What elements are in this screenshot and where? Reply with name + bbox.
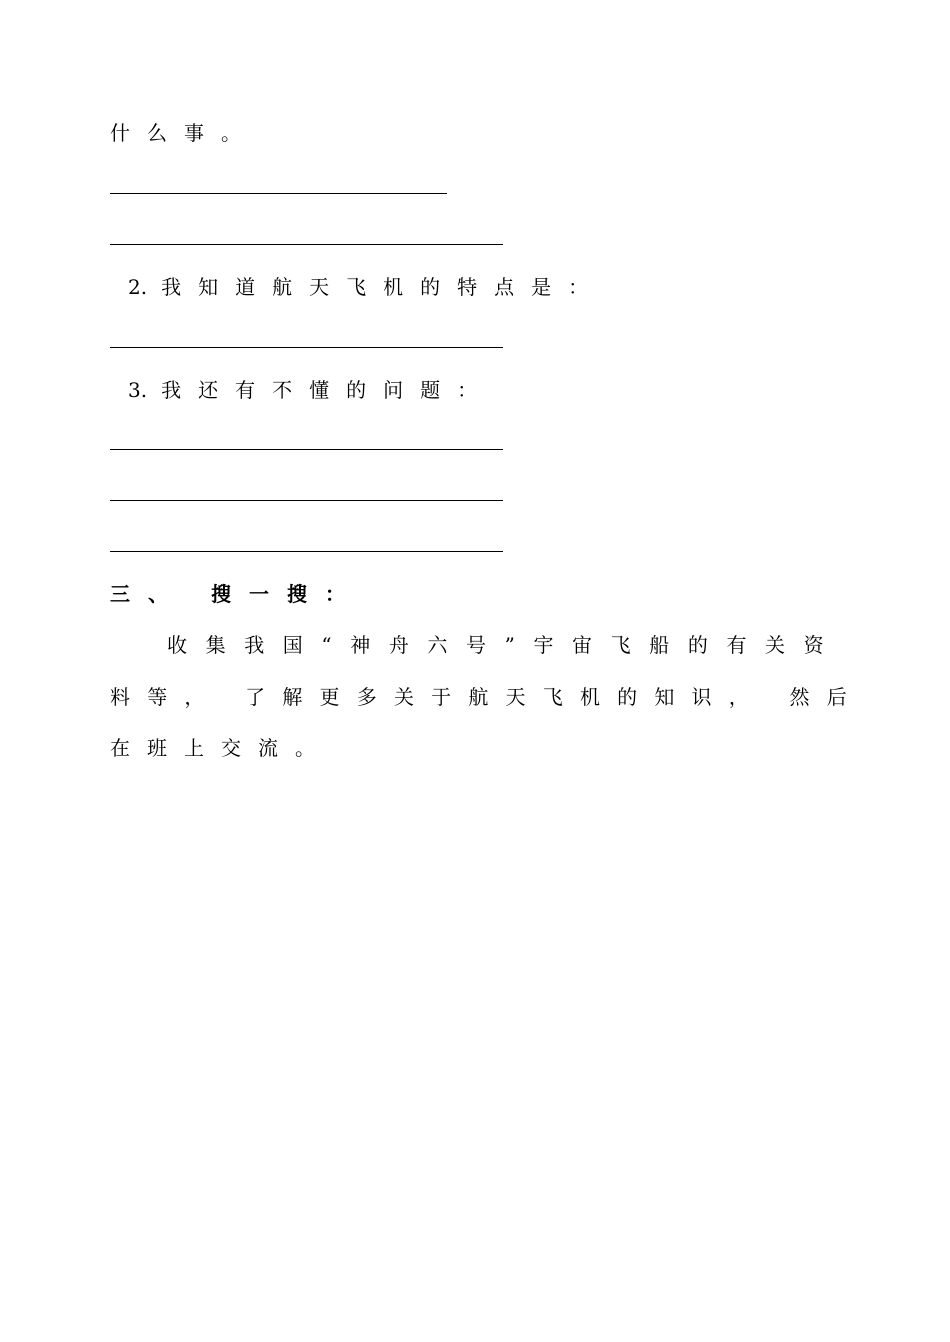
question-3	[128, 378, 494, 402]
paragraph-line: 收集我国“神舟六号”宇宙飞船的有关资	[167, 633, 843, 657]
answer-line	[110, 244, 503, 245]
paragraph-line: 在班上交流。	[110, 736, 332, 760]
question-text: 我知道航天飞机的特点是：	[161, 275, 606, 299]
question-number: 2.	[128, 275, 148, 299]
answer-line	[110, 449, 503, 450]
answer-line	[110, 551, 503, 552]
answer-line	[110, 500, 503, 501]
question-1-continuation: 什么事。	[110, 121, 258, 145]
answer-line	[110, 193, 447, 194]
answer-line	[110, 347, 503, 348]
section-heading: 三、 搜一搜：	[110, 582, 363, 606]
question-text: 我还有不懂的问题：	[161, 378, 495, 402]
question-number: 3.	[128, 378, 148, 402]
question-2	[128, 275, 605, 299]
paragraph-line: 料等， 了解更多关于航天飞机的知识， 然后	[110, 685, 864, 709]
